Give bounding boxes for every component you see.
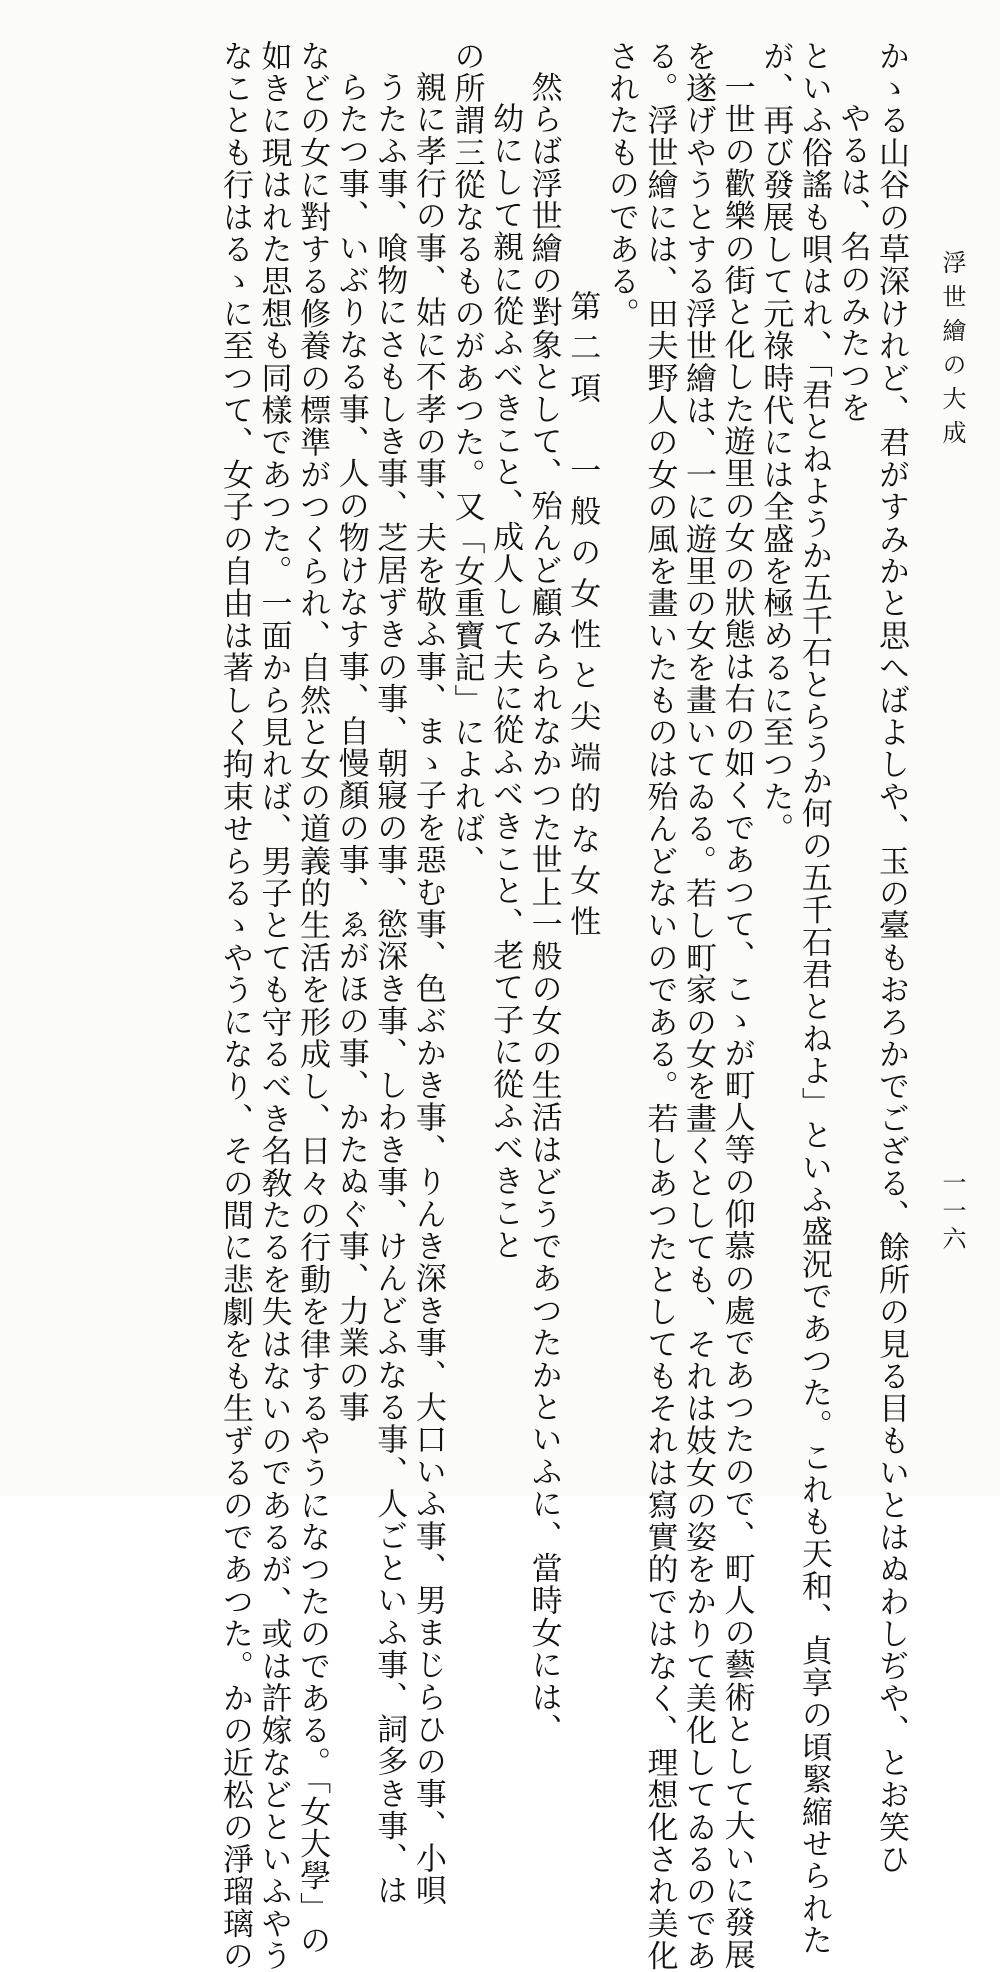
text-line: されたものである。	[602, 40, 639, 330]
section-heading: 第二項 一般の女性と尖端的な女性	[564, 290, 601, 946]
text-line: なことも行はるゝに至つて、女子の自由は著しく拘束せらるゝやうになり、その間に悲劇をも生ずるのであつた。かの近松の淨瑠璃の	[216, 40, 253, 1972]
text-line: らたつ事、いぶりなる事、人の物けなす事、自慢顏の事、ゑがほの事、かたぬぐ事、力業の事	[332, 71, 369, 1424]
text-line: 幼にして親に從ふべきこと、成人して夫に從ふべきこと、老て子に從ふべきこと	[487, 102, 524, 1262]
text-line: 然らば浮世繪の對象として、殆んど顧みられなかつた世上一般の女の生活はどうであつたかといふに、當時女には、	[525, 71, 562, 1746]
text-line: の所謂三從なるものがあつた。又「女重寶記」によれば、	[448, 40, 485, 878]
text-line: が、再び發展して元祿時代には全盛を極めるに至つた。	[757, 40, 794, 845]
text-line: やるは、名のみたつを	[834, 102, 871, 424]
text-line: かゝる山谷の草深けれど、君がすみかと思へばよしや、玉の臺もおろかでござる、餘所の見る目もいとはぬわしぢや、とお笑ひ	[873, 40, 909, 1876]
text-line: 如きに現はれた思想も同樣であつた。一面から見れば、男子とても守るべき名敎たるを失はないのであるが、或は許嫁などといふやう	[255, 40, 292, 1972]
body-text	[215, 40, 910, 1972]
text-line: 親に孝行の事、姑に不孝の事、夫を敬ふ事、まゝ子を惡む事、色ぶかき事、りんき深き事、大口いふ事、男まじらひの事、小唄	[409, 71, 446, 1907]
text-line: などの女に對する修養の標準がつくられ、自然と女の道義的生活を形成し、日々の行動を律するやうになつたのである。「女大學」の	[294, 40, 331, 1957]
text-line: を遂げやうとする浮世繪は、一に遊里の女を畫いてゐる。若し町家の女を畫くとしても、それは妓女の姿をかりて美化してゐるのであ	[680, 40, 717, 1972]
text-line: といふ俗謠も唄はれ、「君とねようか五千石とらうか何の五千石君とねよ」といふ盛況であつた。これも天和、貞享の頃緊縮せられた	[795, 40, 832, 1957]
running-title: 浮世繪の大成	[938, 250, 966, 454]
page-number: 一一六	[938, 1170, 966, 1254]
text-line: 一世の歡樂の街と化した遊里の女の狀態は右の如くであつて、こゝが町人等の仰慕の處であつたので、町人の藝術として大いに發展	[718, 71, 755, 1971]
text-line: る。浮世繪には、田夫野人の女の風を畫いたものは殆んどないのである。若しあつたとしてもそれは寫實的ではなく、理想化され美化	[641, 40, 678, 1972]
text-line: うたふ事、喰物にさもしき事、芝居ずきの事、朝寢の事、慾深き事、しわき事、けんどふなる事、人ごといふ事、詞多き事、は	[371, 71, 408, 1907]
